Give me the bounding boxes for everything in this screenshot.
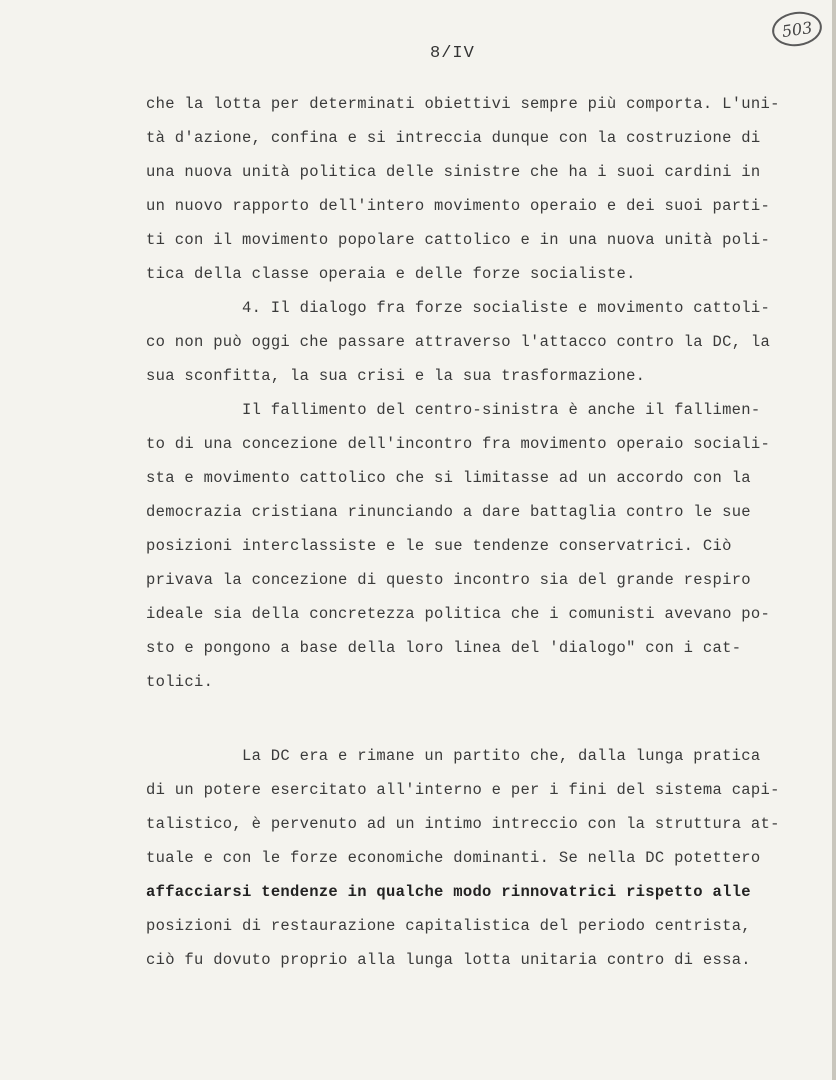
- text-line: un nuovo rapporto dell'intero movimento operaio e dei suoi parti-: [146, 197, 771, 215]
- page-edge: [832, 0, 836, 1080]
- text-line: tà d'azione, confina e si intreccia dunque con la costruzione di: [146, 129, 761, 147]
- text-line: posizioni di restaurazione capitalistica del periodo centrista,: [146, 917, 751, 935]
- archive-stamp-number: 503: [780, 17, 814, 41]
- text-line: tuale e con le forze economiche dominanti. Se nella DC potettero: [146, 849, 761, 867]
- text-line: tica della classe operaia e delle forze socialiste.: [146, 265, 636, 283]
- text-line: to di una concezione dell'incontro fra movimento operaio sociali-: [146, 435, 771, 453]
- page-number: 8/IV: [430, 44, 475, 63]
- typed-text-body: [146, 87, 810, 977]
- text-line: Il fallimento del centro-sinistra è anche il fallimen-: [242, 401, 761, 419]
- paragraph-gap: [146, 699, 810, 739]
- text-line: talistico, è pervenuto ad un intimo intreccio con la struttura at-: [146, 815, 780, 833]
- text-line: di un potere esercitato all'interno e per i fini del sistema capi-: [146, 781, 780, 799]
- text-line: tolici.: [146, 673, 214, 691]
- text-line: La DC era e rimane un partito che, dalla lunga pratica: [242, 747, 761, 765]
- text-line: sta e movimento cattolico che si limitasse ad un accordo con la: [146, 469, 751, 487]
- text-line: affacciarsi tendenze in qualche modo rinnovatrici rispetto alle: [146, 883, 751, 901]
- text-line: co non può oggi che passare attraverso l'attacco contro la DC, la: [146, 333, 771, 351]
- text-line: posizioni interclassiste e le sue tendenze conservatrici. Ciò: [146, 537, 732, 555]
- text-line: 4. Il dialogo fra forze socialiste e movimento cattoli-: [242, 299, 771, 317]
- text-line: democrazia cristiana rinunciando a dare battaglia contro le sue: [146, 503, 751, 521]
- text-line: una nuova unità politica delle sinistre che ha i suoi cardini in: [146, 163, 761, 181]
- text-line: privava la concezione di questo incontro sia del grande respiro: [146, 571, 751, 589]
- text-line: sto e pongono a base della loro linea del 'dialogo" con i cat-: [146, 639, 742, 657]
- text-line: ciò fu dovuto proprio alla lunga lotta unitaria contro di essa.: [146, 951, 751, 969]
- archive-stamp: [770, 9, 824, 50]
- text-line: ideale sia della concretezza politica che i comunisti avevano po-: [146, 605, 771, 623]
- text-line: che la lotta per determinati obiettivi sempre più comporta. L'uni-: [146, 95, 780, 113]
- text-line: sua sconfitta, la sua crisi e la sua trasformazione.: [146, 367, 646, 385]
- text-line: ti con il movimento popolare cattolico e in una nuova unità poli-: [146, 231, 771, 249]
